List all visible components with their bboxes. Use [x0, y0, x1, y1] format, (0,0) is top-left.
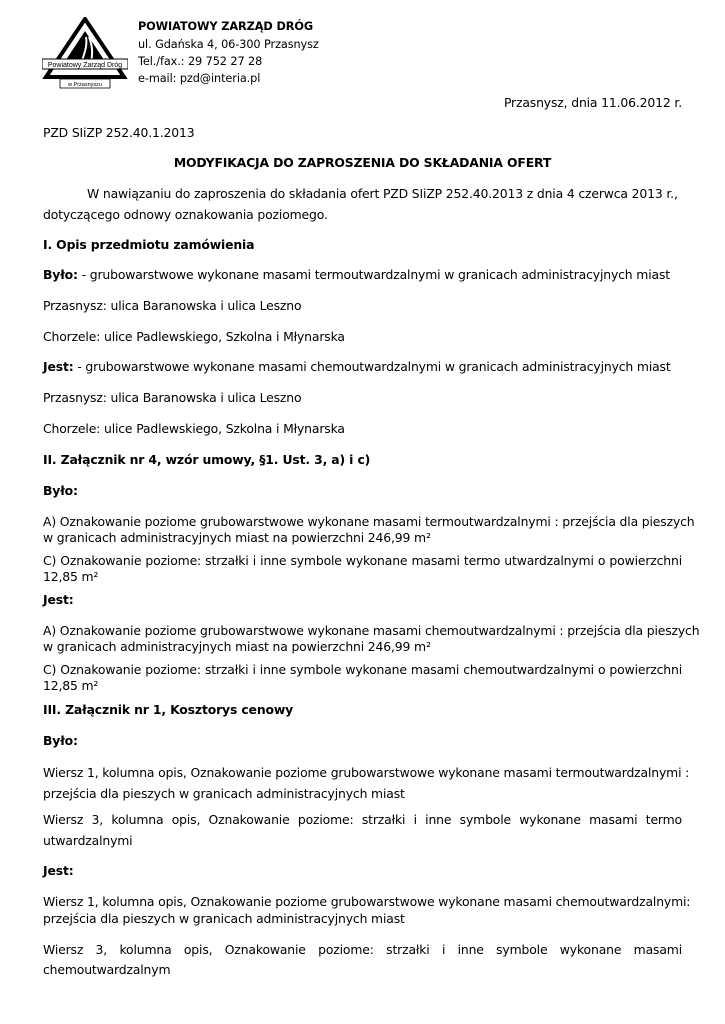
document-title: MODYFIKACJA DO ZAPROSZENIA DO SKŁADANIA OFERT [173, 155, 552, 170]
date-line: Przasnysz, dnia 11.06.2012 r. [503, 95, 682, 110]
section-1-is-text: - grubowarstwowe wykonane masami chemoutwardzalnymi w granicach administracyjnych miast [73, 359, 671, 374]
section-3-was-r1-line-1: Wiersz 1, kolumna opis, Oznakowanie poziome grubowarstwowe wykonane masami termoutwardzalnymi : [43, 765, 690, 780]
section-2-was-a-line-2: w granicach administracyjnych miast na powierzchni 246,99 m² [43, 530, 431, 545]
section-2-was-label: Było: [43, 483, 78, 498]
section-1-was-przasnysz: Przasnysz: ulica Baranowska i ulica Leszno [43, 298, 302, 313]
section-3-is-r1-line-2: przejścia dla pieszych w granicach administracyjnych miast [43, 911, 405, 926]
org-email: e-mail: pzd@interia.pl [138, 72, 261, 85]
section-2-is-a-line-2: w granicach administracyjnych miast na powierzchni 246,99 m² [43, 639, 431, 654]
section-2-heading: II. Załącznik nr 4, wzór umowy, §1. Ust. 3, a) i c) [43, 452, 371, 467]
section-3-was-r3-line-1: Wiersz 3, kolumna opis, Oznakowanie poziome: strzałki i inne symbole wykonane masami termo [43, 812, 682, 827]
section-3-is-r3-line-2: chemoutwardzalnym [43, 962, 171, 977]
section-2-is-c-line-1: C) Oznakowanie poziome: strzałki i inne symbole wykonane masami chemoutwardzalnymi o powierzchni [43, 662, 682, 677]
section-1-was [43, 267, 670, 283]
section-2-was-a-line-1: A) Oznakowanie poziome grubowarstwowe wykonane masami termoutwardzalnymi : przejścia dla pieszych [43, 514, 695, 529]
org-address: ul. Gdańska 4, 06-300 Przasnysz [138, 38, 319, 51]
section-1-is [43, 359, 671, 375]
section-3-heading: III. Załącznik nr 1, Kosztorys cenowy [43, 702, 294, 717]
section-2-was-c-line-1: C) Oznakowanie poziome: strzałki i inne symbole wykonane masami termo utwardzalnymi o powierzchni [43, 553, 682, 568]
reference-number: PZD SIiZP 252.40.1.2013 [43, 125, 195, 140]
section-1-was-chorzele: Chorzele: ulice Padlewskiego, Szkolna i Młynarska [43, 329, 345, 344]
section-3-is-label: Jest: [43, 863, 74, 878]
is-label: Jest: [43, 359, 74, 374]
section-2-was-c-line-2: 12,85 m² [43, 569, 99, 584]
section-1-is-chorzele: Chorzele: ulice Padlewskiego, Szkolna i Młynarska [43, 421, 345, 436]
org-phone: Tel./fax.: 29 752 27 28 [138, 55, 263, 68]
logo-text-bottom: w Przasnyszu [68, 82, 102, 88]
section-3-was-r3-line-2: utwardzalnymi [43, 833, 133, 848]
section-1-was-text: - grubowarstwowe wykonane masami termoutwardzalnymi w granicach administracyjnych miast [77, 267, 670, 282]
section-3-is-r3-line-1: Wiersz 3, kolumna opis, Oznakowanie poziome: strzałki i inne symbole wykonane masami [43, 942, 682, 957]
section-3-is-r1-line-1: Wiersz 1, kolumna opis, Oznakowanie poziome grubowarstwowe wykonane masami chemoutwardzalnymi: [43, 894, 691, 909]
section-1-is-przasnysz: Przasnysz: ulica Baranowska i ulica Leszno [43, 390, 302, 405]
was-label: Było: [43, 267, 78, 282]
intro-line-1: W nawiązaniu do zaproszenia do składania ofert PZD SIiZP 252.40.2013 z dnia 4 czerwca 2013 r., [87, 186, 678, 201]
section-1-heading: I. Opis przedmiotu zamówienia [43, 237, 255, 252]
logo-text-top: Powiatowy Zarząd Dróg [47, 62, 123, 69]
section-2-is-label: Jest: [43, 592, 74, 607]
org-name: POWIATOWY ZARZĄD DRÓG [138, 20, 314, 33]
section-3-was-label: Było: [43, 733, 78, 748]
pzd-logo-icon [42, 17, 128, 92]
section-2-is-a-line-1: A) Oznakowanie poziome grubowarstwowe wykonane masami chemoutwardzalnymi : przejścia dla pieszych [43, 623, 700, 638]
section-2-is-c-line-2: 12,85 m² [43, 678, 99, 693]
intro-line-2: dotyczącego odnowy oznakowania poziomego. [43, 207, 328, 222]
section-3-was-r1-line-2: przejścia dla pieszych w granicach administracyjnych miast [43, 786, 405, 801]
